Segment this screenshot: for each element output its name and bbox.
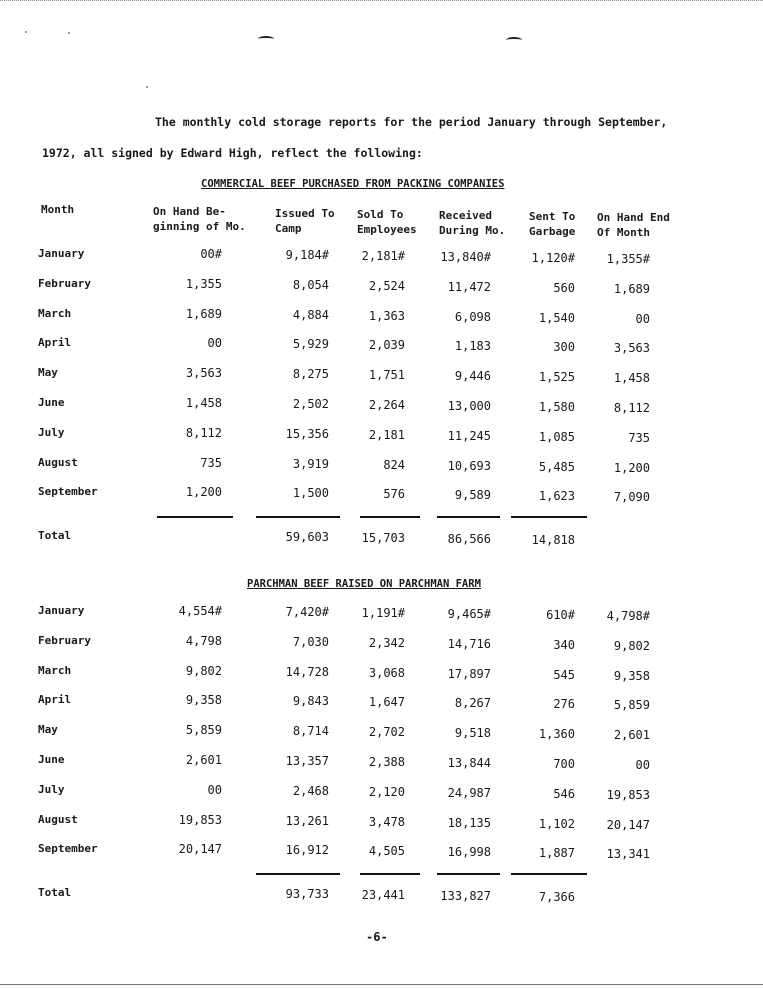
- cell-begin: 00: [207, 336, 222, 351]
- cell-end: 1,458: [613, 371, 650, 386]
- total-garbage: 14,818: [531, 533, 575, 547]
- row-month: April: [38, 693, 72, 707]
- cell-begin: 9,358: [185, 693, 222, 708]
- cell-end: 1,355#: [606, 252, 650, 266]
- cell-end: 2,601: [613, 728, 650, 743]
- cell-begin: 1,458: [185, 396, 222, 410]
- cell-sold: 3,068: [368, 665, 405, 680]
- cell-begin: 3,563: [185, 366, 222, 381]
- total-received: 133,827: [440, 889, 491, 903]
- speck: [146, 86, 148, 88]
- header-month: Month: [41, 203, 75, 216]
- cell-issued: 7,420#: [285, 605, 329, 619]
- cell-garbage: 1,887: [538, 846, 575, 861]
- row-month: February: [38, 276, 91, 290]
- cell-begin: 8,112: [185, 425, 222, 440]
- cell-garbage: 1,623: [538, 489, 575, 504]
- header-received: Received During Mo.: [439, 209, 506, 237]
- row-month: May: [38, 366, 58, 380]
- header-garbage: Sent To Garbage: [529, 210, 576, 238]
- page-edge-bottom: [0, 984, 763, 985]
- row-month: February: [38, 633, 91, 647]
- header-on-hand-end: On Hand End Of Month: [597, 211, 670, 239]
- cell-begin: 1,200: [185, 485, 222, 500]
- row-month: August: [38, 455, 78, 469]
- intro-line-1: The monthly cold storage reports for the period January through September,: [155, 115, 668, 129]
- row-month: September: [38, 485, 98, 499]
- cell-end: 19,853: [606, 787, 650, 802]
- cell-garbage: 1,102: [538, 816, 575, 831]
- cell-garbage: 340: [553, 637, 575, 652]
- cell-sold: 2,388: [368, 755, 405, 769]
- cell-end: 13,341: [606, 847, 650, 862]
- cell-sold: 2,264: [368, 398, 405, 412]
- cell-garbage: 300: [553, 340, 575, 355]
- cell-end: 5,859: [613, 698, 650, 713]
- punch-mark: [258, 36, 274, 42]
- cell-end: 7,090: [613, 490, 650, 505]
- row-month: March: [38, 306, 72, 320]
- cell-begin: 00#: [200, 247, 222, 261]
- cell-end: 00: [635, 758, 650, 772]
- cell-garbage: 5,485: [538, 459, 575, 474]
- cell-issued: 7,030: [292, 634, 329, 649]
- total-rule: [437, 873, 500, 875]
- total-rule: [360, 516, 420, 518]
- cell-sold: 1,363: [368, 308, 405, 323]
- cell-begin: 735: [200, 455, 222, 470]
- cell-issued: 2,468: [292, 783, 329, 798]
- cell-sold: 2,181#: [361, 249, 405, 263]
- total-garbage: 7,366: [538, 890, 575, 904]
- cell-begin: 20,147: [178, 842, 222, 857]
- header-issued: Issued To Camp: [275, 207, 335, 235]
- total-rule: [360, 873, 420, 875]
- total-rule: [157, 516, 233, 518]
- total-rule: [511, 516, 587, 518]
- cell-end: 9,802: [613, 638, 650, 653]
- cell-garbage: 1,580: [538, 400, 575, 414]
- total-rule: [511, 873, 587, 875]
- cell-issued: 4,884: [292, 307, 329, 322]
- cell-begin: 4,798: [185, 633, 222, 648]
- cell-received: 11,472: [447, 279, 491, 294]
- cell-garbage: 546: [553, 786, 575, 801]
- cell-end: 1,689: [613, 281, 650, 296]
- cell-sold: 4,505: [368, 844, 405, 859]
- cell-sold: 576: [383, 487, 405, 502]
- punch-mark: [506, 37, 522, 43]
- cell-issued: 2,502: [292, 397, 329, 411]
- cell-received: 17,897: [447, 666, 491, 681]
- cell-issued: 8,714: [292, 724, 329, 739]
- cell-begin: 5,859: [185, 723, 222, 738]
- cell-garbage: 1,085: [538, 429, 575, 444]
- row-month: April: [38, 336, 72, 350]
- cell-begin: 00: [207, 782, 222, 797]
- total-issued: 59,603: [285, 530, 329, 544]
- row-month: July: [38, 782, 65, 796]
- cell-end: 9,358: [613, 668, 650, 683]
- row-month: March: [38, 663, 72, 677]
- row-month: August: [38, 812, 78, 826]
- cell-received: 11,245: [447, 428, 491, 443]
- cell-received: 10,693: [447, 458, 491, 473]
- cell-end: 735: [628, 430, 650, 445]
- cell-begin: 1,689: [185, 306, 222, 321]
- cell-received: 13,000: [447, 399, 491, 413]
- cell-issued: 9,843: [292, 694, 329, 709]
- cell-issued: 14,728: [285, 664, 329, 679]
- cell-sold: 2,039: [368, 338, 405, 353]
- cell-garbage: 610#: [546, 608, 575, 622]
- speck: [25, 31, 27, 33]
- cell-sold: 3,478: [368, 814, 405, 829]
- cell-received: 24,987: [447, 785, 491, 800]
- parchman-heading: PARCHMAN BEEF RAISED ON PARCHMAN FARM: [247, 578, 481, 590]
- cell-end: 00: [635, 311, 650, 326]
- commercial-heading: COMMERCIAL BEEF PURCHASED FROM PACKING COMPANIES: [201, 178, 505, 190]
- cell-sold: 2,702: [368, 725, 405, 740]
- total-label: Total: [38, 886, 72, 899]
- cell-garbage: 1,360: [538, 727, 575, 742]
- cell-issued: 15,356: [285, 426, 329, 441]
- cell-garbage: 700: [553, 757, 575, 771]
- cell-issued: 1,500: [292, 486, 329, 501]
- cell-garbage: 1,120#: [531, 251, 575, 265]
- cell-sold: 2,524: [368, 278, 405, 293]
- cell-sold: 1,647: [368, 695, 405, 710]
- cell-end: 1,200: [613, 460, 650, 475]
- row-month: June: [38, 753, 65, 766]
- page-number: -6-: [366, 930, 388, 944]
- intro-line-2: 1972, all signed by Edward High, reflect the following:: [42, 146, 423, 160]
- cell-issued: 3,919: [292, 456, 329, 471]
- cell-sold: 2,181: [368, 427, 405, 442]
- cell-received: 13,840#: [440, 250, 491, 264]
- total-rule: [256, 516, 340, 518]
- cell-received: 9,465#: [447, 607, 491, 621]
- cell-sold: 824: [383, 457, 405, 472]
- header-sold: Sold To Employees: [357, 208, 417, 236]
- cell-sold: 2,342: [368, 635, 405, 650]
- total-rule: [437, 516, 500, 518]
- cell-begin: 19,853: [178, 812, 222, 827]
- total-sold: 15,703: [361, 531, 405, 545]
- cell-received: 14,716: [447, 636, 491, 651]
- cell-end: 20,147: [606, 817, 650, 832]
- cell-issued: 13,261: [285, 813, 329, 828]
- row-month: June: [38, 396, 65, 409]
- cell-received: 18,135: [447, 815, 491, 830]
- cell-garbage: 1,540: [538, 310, 575, 325]
- cell-issued: 9,184#: [285, 248, 329, 262]
- row-month: January: [38, 604, 85, 617]
- cell-issued: 13,357: [285, 754, 329, 768]
- cell-received: 9,518: [454, 726, 491, 741]
- cell-begin: 1,355: [185, 276, 222, 291]
- total-label: Total: [38, 529, 72, 542]
- row-month: January: [38, 247, 85, 260]
- cell-received: 9,589: [454, 488, 491, 503]
- cell-end: 3,563: [613, 341, 650, 356]
- total-issued: 93,733: [285, 887, 329, 901]
- row-month: September: [38, 842, 98, 856]
- cell-received: 6,098: [454, 309, 491, 324]
- cell-received: 8,267: [454, 696, 491, 711]
- cell-begin: 9,802: [185, 663, 222, 678]
- cell-begin: 2,601: [185, 753, 222, 767]
- cell-sold: 1,751: [368, 368, 405, 383]
- cell-end: 8,112: [613, 401, 650, 415]
- cell-issued: 16,912: [285, 843, 329, 858]
- cell-received: 1,183: [454, 339, 491, 354]
- speck: [68, 32, 70, 34]
- cell-received: 16,998: [447, 845, 491, 860]
- cell-issued: 5,929: [292, 337, 329, 352]
- cell-sold: 2,120: [368, 784, 405, 799]
- row-month: July: [38, 425, 65, 439]
- cell-begin: 4,554#: [178, 604, 222, 618]
- cell-garbage: 276: [553, 697, 575, 712]
- cell-received: 9,446: [454, 369, 491, 384]
- page-edge-top: [0, 0, 763, 1]
- cell-issued: 8,275: [292, 367, 329, 382]
- cell-garbage: 545: [553, 667, 575, 682]
- total-received: 86,566: [447, 532, 491, 546]
- total-rule: [256, 873, 340, 875]
- cell-end: 4,798#: [606, 609, 650, 623]
- row-month: May: [38, 723, 58, 737]
- cell-garbage: 1,525: [538, 370, 575, 385]
- total-sold: 23,441: [361, 888, 405, 902]
- cell-received: 13,844: [447, 756, 491, 770]
- cell-sold: 1,191#: [361, 606, 405, 620]
- cell-issued: 8,054: [292, 277, 329, 292]
- cell-garbage: 560: [553, 280, 575, 295]
- header-on-hand-begin: On Hand Be- ginning of Mo.: [153, 205, 246, 233]
